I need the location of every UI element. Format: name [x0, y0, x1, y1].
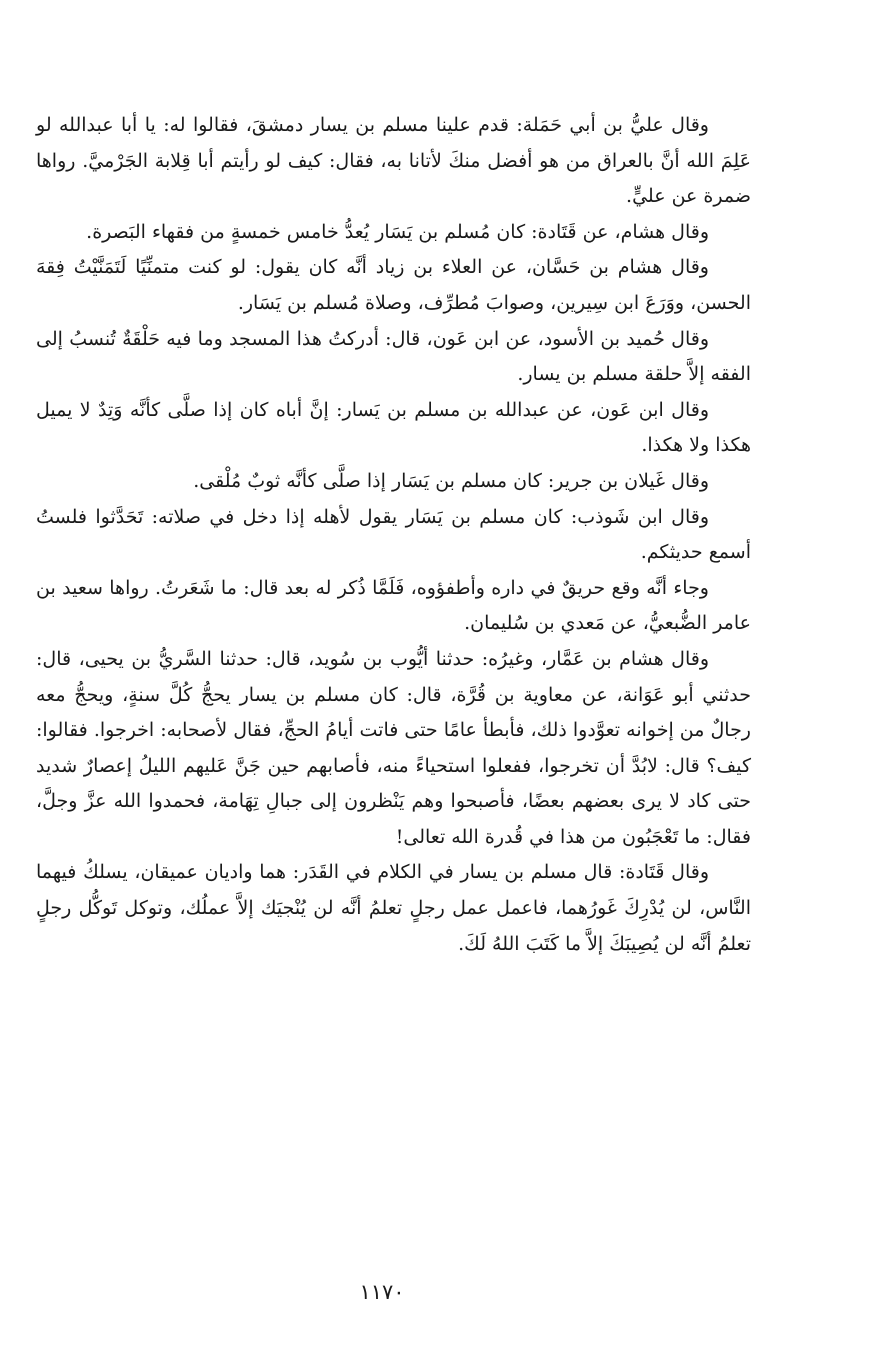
- paragraph: وقال قَتَادة: قال مسلم بن يسار في الكلام في القَدَر: هما واديان عميقان، يسلكُ فيهما النَّاس، لن يُدْرِكَ غَورُهما، فاعمل عمل رجلٍ تعلمُ أنَّه لن يُنْجيَك إلاَّ عملُك، وتوكل تَوكُّل رجلٍ تعلمُ أنَّه لن يُصِيبَكَ إلاَّ ما كَتَبَ اللهُ لَكَ.: [36, 861, 751, 955]
- main-text: [36, 108, 751, 962]
- paragraph: وقال ابن عَون، عن عبدالله بن مسلم بن يَسار: إنَّ أباه كان إذا صلَّى كأنَّه وَتِدٌ لا يميل هكذا ولا هكذا.: [36, 398, 751, 457]
- paragraph: وقال هشام، عن قَتَادة: كان مُسلم بن يَسَار يُعدُّ خامس خمسةٍ من فقهاء البَصرة.: [86, 220, 709, 243]
- paragraph: وقال ابن شَوذب: كان مسلم بن يَسَار يقول لأهله إذا دخل في صلاته: تَحَدَّثوا فلستُ أسمع حديثكم.: [36, 505, 751, 564]
- paragraph: وقال حُميد بن الأسود، عن ابن عَون، قال: أدركتُ هذا المسجد وما فيه حَلْقَةٌ تُنسبُ إلى الفقه إلاَّ حلقة مسلم بن يسار.: [36, 327, 751, 386]
- paragraph: وجاء أنَّه وقع حريقٌ في داره وأطفؤوه، فَلَمَّا ذُكر له بعد قال: ما شَعَرتُ. رواها سعيد بن عامر الضُّبعيُّ، عن مَعدي بن سُليمان.: [36, 576, 751, 635]
- paragraph: وقال عليُّ بن أبي حَمَلة: قدم علينا مسلم بن يسار دمشقَ، فقالوا له: يا أبا عبدالله لو عَلِمَ الله أنَّ بالعراق من هو أفضل منكَ لأتانا به، فقال: كيف لو رأيتم أبا قِلابة الجَرْميَّ. رواها ضمرة عن عليٍّ.: [36, 114, 751, 208]
- page-number: ١١٧٠: [359, 1280, 405, 1304]
- paragraph: وقال غَيلان بن جرير: كان مسلم بن يَسَار إذا صلَّى كأنَّه ثوبٌ مُلْقى.: [193, 469, 709, 492]
- paragraph: وقال هشام بن عَمَّار، وغيرُه: حدثنا أيُّوب بن سُويد، قال: حدثنا السَّريُّ بن يحيى، قال: حدثني أبو عَوَانة، عن معاوية بن قُرَّة، قال: كان مسلم بن يسار يحجُّ كُلَّ سنةٍ، ويحجُّ معه رجالٌ من إخوانه تعوَّدوا ذلك، فأبطأ عامًا حتى فاتت أيامُ الحجِّ، فقال لأصحابه: اخرجوا. فقالوا: كيف؟ قال: لابُدَّ أن تخرجوا، ففعلوا استحياءً منه، فأصابهم حين جَنَّ عَليهم الليلُ إعصارٌ شديد حتى كاد لا يرى بعضهم بعضًا، فأصبحوا وهم يَنْظرون إلى جبالِ تِهَامة، فحمدوا الله عزَّ وجلَّ، فقال: ما تَعْجَبُون من هذا في قُدرة الله تعالى!: [36, 647, 751, 848]
- paragraph: وقال هشام بن حَسَّان، عن العلاء بن زياد أنَّه كان يقول: لو كنت متمنِّيًا لَتَمَنَّيْتُ فِقهَ الحسن، ووَرَعَ ابن سِيرين، وصوابَ مُطرِّف، وصلاة مُسلم بن يَسَار.: [36, 256, 751, 314]
